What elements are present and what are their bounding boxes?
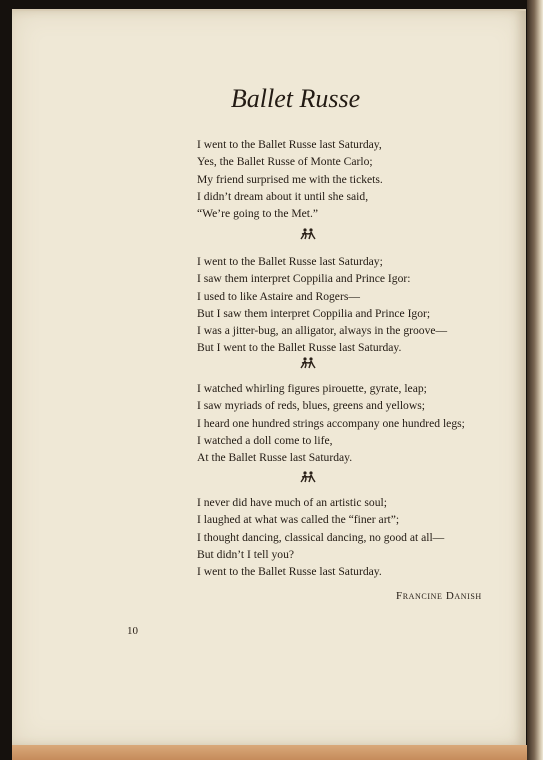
page-bottom-edge [12, 745, 528, 760]
stanza-2 [197, 253, 447, 357]
poem-line: I was a jitter-bug, an alligator, always in the groove— [197, 324, 448, 338]
poem-line: I went to the Ballet Russe last Saturday. [197, 565, 382, 579]
dancing-figures-icon [300, 357, 316, 369]
poem-line: I saw them interpret Coppilia and Prince Igor: [197, 272, 411, 286]
poem-line: I watched whirling figures pirouette, gyrate, leap; [197, 382, 427, 395]
poem-line: I laughed at what was called the “finer art”; [197, 513, 400, 527]
poem-line: I went to the Ballet Russe last Saturday, [197, 138, 382, 151]
poem-title: Ballet Russe [230, 84, 361, 113]
poem-line: I watched a doll come to life, [197, 433, 333, 447]
poem-line: I heard one hundred strings accompany one hundred legs; [197, 416, 465, 430]
stanza-4 [197, 494, 444, 580]
stanza-1 [197, 136, 383, 222]
book-page [12, 9, 526, 747]
poem-line: But I went to the Ballet Russe last Saturday. [197, 341, 402, 355]
page-top-edge [12, 9, 526, 11]
poem-line: I didn’t dream about it until she said, [197, 189, 369, 203]
poem-line: Yes, the Ballet Russe of Monte Carlo; [197, 155, 373, 169]
poem-line: I saw myriads of reds, blues, greens and yellows; [197, 399, 425, 413]
poem-line: But I saw them interpret Coppilia and Prince Igor; [197, 306, 431, 320]
poem-line: I never did have much of an artistic soul; [197, 496, 387, 509]
poem-line: I went to the Ballet Russe last Saturday; [197, 255, 383, 268]
poem-line: I thought dancing, classical dancing, no good at all— [197, 530, 445, 544]
dancing-figures-icon [300, 228, 316, 240]
poem-line: My friend surprised me with the tickets. [197, 172, 383, 186]
dancing-figures-icon [300, 471, 316, 483]
stanza-3 [197, 380, 465, 466]
book-spine [527, 0, 543, 760]
page-number: 10 [127, 625, 138, 637]
poem-line: At the Ballet Russe last Saturday. [197, 451, 353, 465]
author-name: Francine Danish [396, 590, 482, 602]
poem-line: “We’re going to the Met.” [197, 207, 319, 221]
poem-line: But didn’t I tell you? [197, 547, 295, 561]
poem-line: I used to like Astaire and Rogers— [197, 289, 360, 303]
